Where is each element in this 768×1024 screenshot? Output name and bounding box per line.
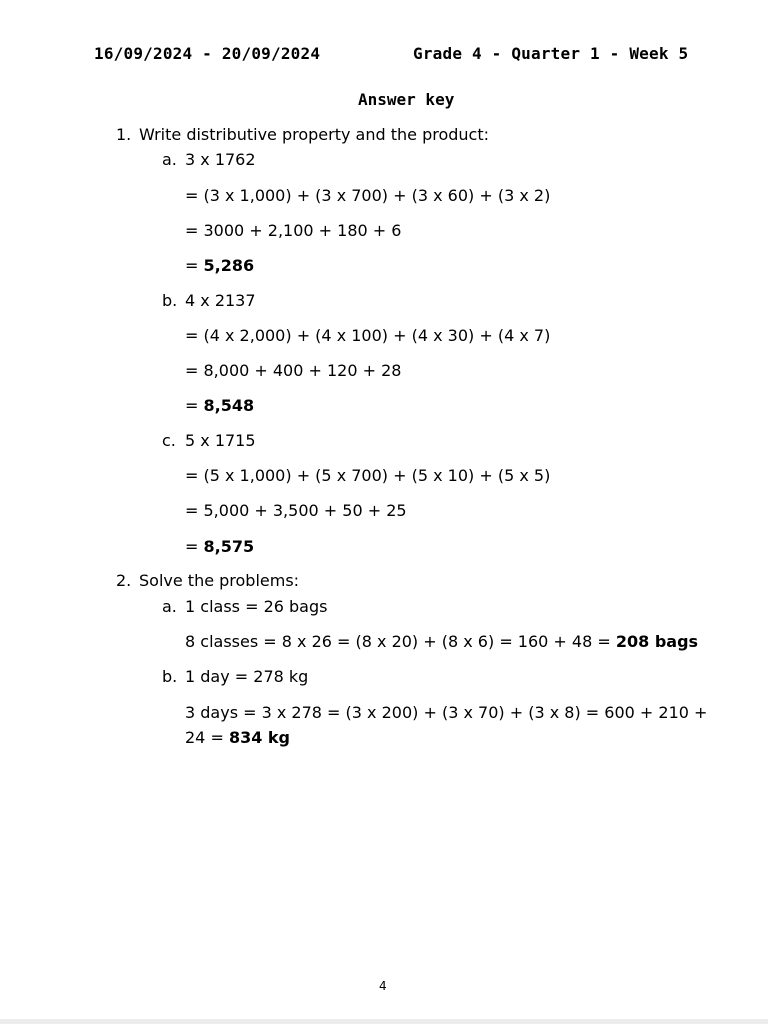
answer-line bbox=[185, 537, 254, 556]
work-step: = 5,000 + 3,500 + 50 + 25 bbox=[185, 501, 407, 520]
equals-sign: = bbox=[185, 396, 204, 415]
work-step: = 8,000 + 400 + 120 + 28 bbox=[185, 361, 402, 380]
answer-value: 8,575 bbox=[203, 537, 255, 556]
question-text: Solve the problems: bbox=[139, 571, 300, 590]
item-given: 1 day = 278 kg bbox=[185, 667, 309, 686]
work-step: = (3 x 1,000) + (3 x 700) + (3 x 60) + (3 x 2) bbox=[185, 186, 551, 205]
page-title: Answer key bbox=[358, 90, 455, 109]
work-step: = (4 x 2,000) + (4 x 100) + (4 x 30) + (4 x 7) bbox=[185, 326, 551, 345]
item-letter: b. bbox=[162, 291, 178, 310]
work-step: = (5 x 1,000) + (5 x 700) + (5 x 10) + (5 x 5) bbox=[185, 466, 551, 485]
question-number: 2. bbox=[116, 571, 132, 590]
item-problem: 3 x 1762 bbox=[185, 150, 256, 169]
page-bottom-edge bbox=[0, 1019, 768, 1024]
header-dates: 16/09/2024 - 20/09/2024 bbox=[94, 44, 321, 63]
item-problem: 4 x 2137 bbox=[185, 291, 256, 310]
work-step bbox=[185, 728, 290, 747]
header-grade: Grade 4 - Quarter 1 - Week 5 bbox=[413, 44, 689, 63]
equals-sign: = bbox=[185, 256, 204, 275]
question-number: 1. bbox=[116, 125, 132, 144]
question-text: Write distributive property and the product: bbox=[139, 125, 490, 144]
work-step: 3 days = 3 x 278 = (3 x 200) + (3 x 70) + (3 x 8) = 600 + 210 + bbox=[185, 703, 708, 722]
work-text: 24 = bbox=[185, 728, 229, 747]
answer-value: 5,286 bbox=[203, 256, 255, 275]
answer-value: 834 kg bbox=[228, 728, 290, 747]
work-step bbox=[185, 632, 698, 651]
item-letter: c. bbox=[162, 431, 176, 450]
work-step: = 3000 + 2,100 + 180 + 6 bbox=[185, 221, 402, 240]
item-letter: a. bbox=[162, 597, 177, 616]
item-given: 1 class = 26 bags bbox=[185, 597, 328, 616]
answer-value: 208 bags bbox=[615, 632, 699, 651]
page-number: 4 bbox=[379, 979, 387, 993]
equals-sign: = bbox=[185, 537, 204, 556]
answer-line bbox=[185, 396, 254, 415]
answer-value: 8,548 bbox=[203, 396, 255, 415]
answer-line bbox=[185, 256, 254, 275]
work-text: 8 classes = 8 x 26 = (8 x 20) + (8 x 6) = 160 + 48 = bbox=[185, 632, 616, 651]
item-letter: b. bbox=[162, 667, 178, 686]
item-letter: a. bbox=[162, 150, 177, 169]
item-problem: 5 x 1715 bbox=[185, 431, 256, 450]
